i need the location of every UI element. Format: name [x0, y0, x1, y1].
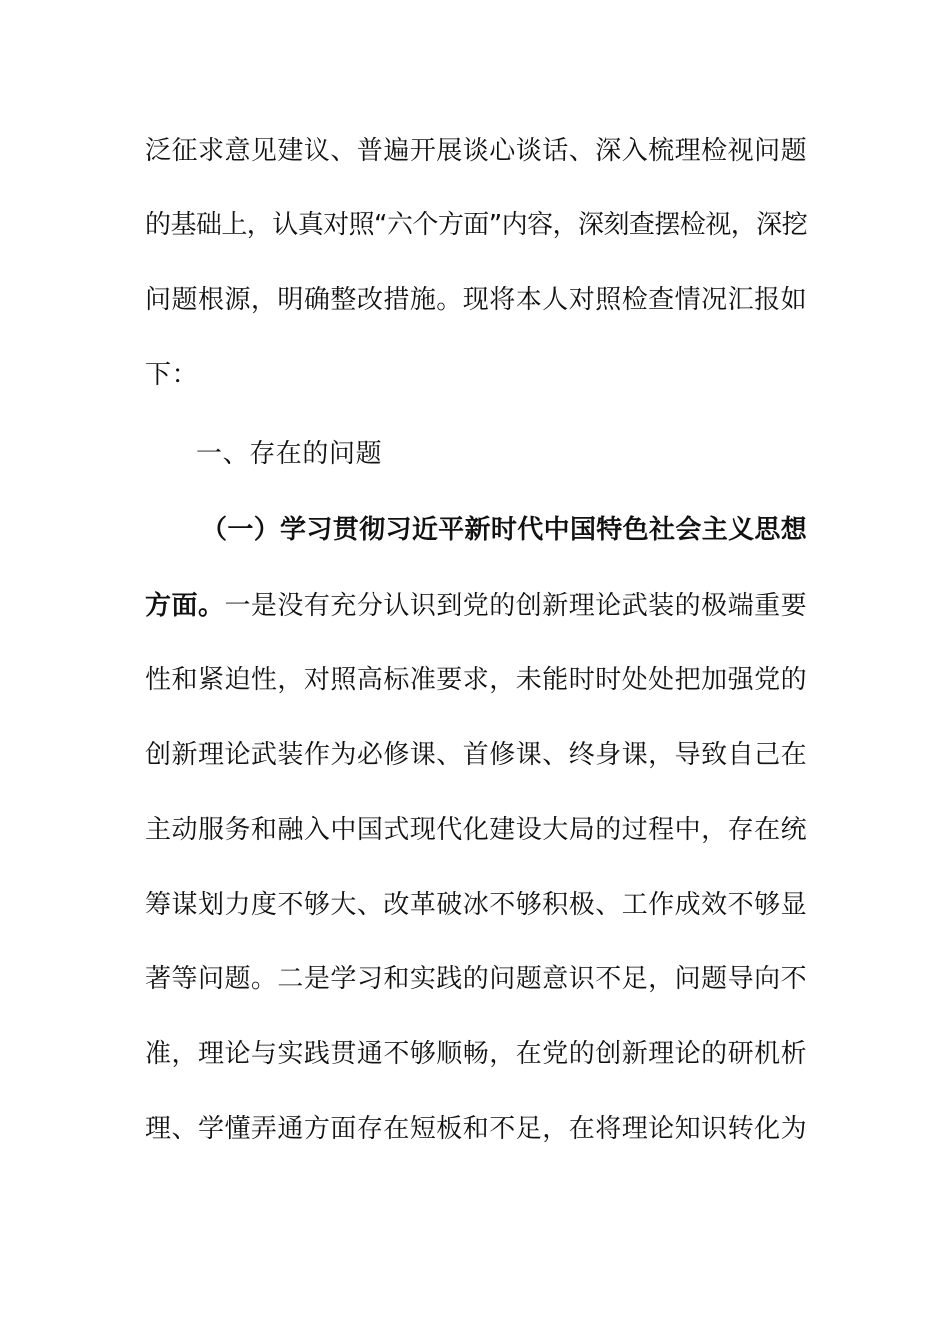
paragraph-line-3: 创新理论武装作为必修课、首修课、终身课，导致自己在: [145, 740, 807, 770]
section-heading: 一、存在的问题: [196, 439, 383, 469]
subsection-heading-continuation: 方面。: [145, 591, 225, 621]
paragraph-line-1: [145, 586, 807, 626]
body-text-line-2: 的基础上，认真对照“六个方面”内容，深刻查摆检视，深挖: [145, 210, 807, 240]
paragraph-line-5: 筹谋划力度不够大、改革破冰不够积极、工作成效不够显: [145, 890, 807, 920]
paragraph-line-6: 著等问题。二是学习和实践的问题意识不足，问题导向不: [145, 964, 807, 994]
subsection-heading: （一）学习贯彻习近平新时代中国特色社会主义思想: [201, 515, 807, 545]
paragraph-line-4: 主动服务和融入中国式现代化建设大局的过程中，存在统: [145, 815, 807, 845]
paragraph-line-7: 准，理论与实践贯通不够顺畅，在党的创新理论的研机析: [145, 1039, 807, 1069]
paragraph-line-8: 理、学懂弄通方面存在短板和不足，在将理论知识转化为: [145, 1114, 807, 1144]
paragraph-line-2: 性和紧迫性，对照高标准要求，未能时时处处把加强党的: [145, 665, 807, 695]
body-text-line-1: 泛征求意见建议、普遍开展谈心谈话、深入梳理检视问题: [145, 136, 807, 166]
paragraph-line-1-text: 一是没有充分认识到党的创新理论武装的极端重要: [224, 591, 807, 621]
body-text-line-4: 下：: [145, 360, 199, 390]
body-text-line-3: 问题根源，明确整改措施。现将本人对照检查情况汇报如: [145, 285, 807, 315]
